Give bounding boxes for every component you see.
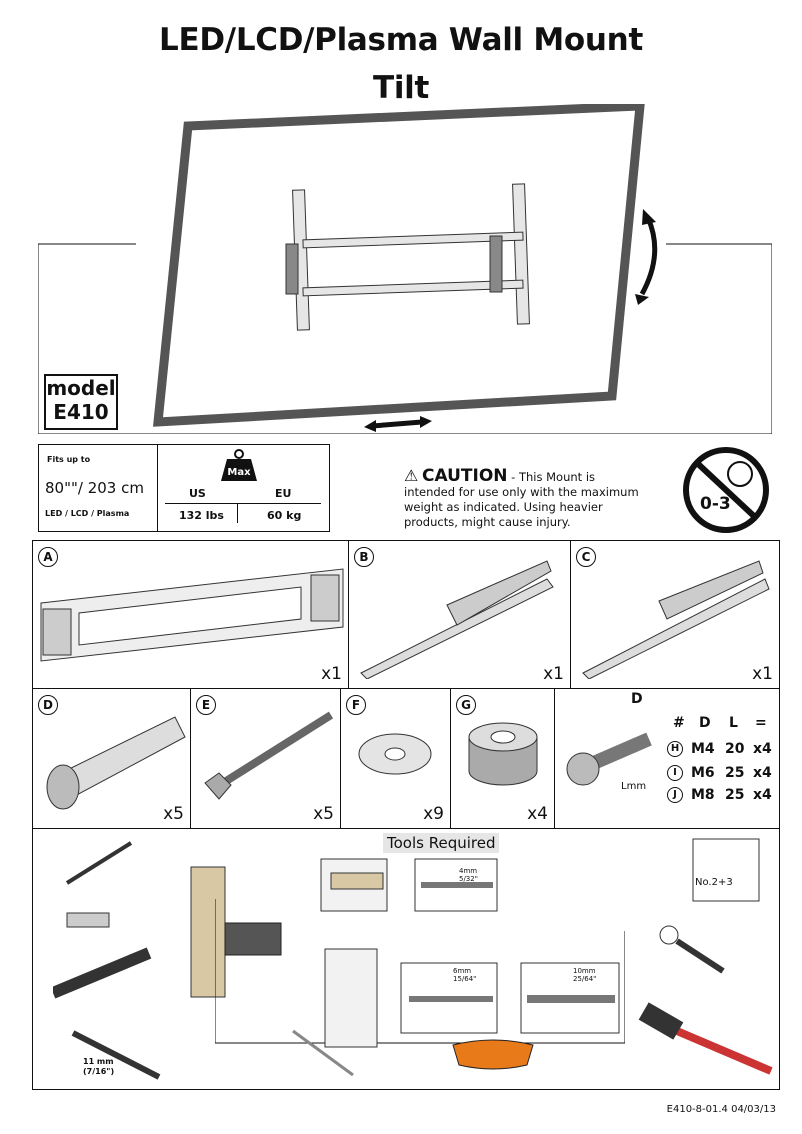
eu-value: 60 kg <box>267 509 302 522</box>
parts-grid <box>32 540 780 1090</box>
pencil-goggles-image <box>283 1025 643 1085</box>
hand-tools-image <box>53 837 233 1087</box>
bit-10mm-inch: 25/64" <box>573 975 597 983</box>
spacer-image <box>465 719 541 789</box>
part-a-badge: A <box>38 547 58 567</box>
page-title: LED/LCD/Plasma Wall Mount <box>159 22 643 58</box>
part-e-qty: x5 <box>313 804 334 824</box>
part-d <box>33 689 191 829</box>
row-h-d: M4 <box>691 741 715 757</box>
part-e-badge: E <box>196 695 216 715</box>
part-c <box>571 541 779 689</box>
row-j-l: 25 <box>725 787 745 803</box>
spec-box <box>38 444 330 532</box>
shift-arrow-icon <box>364 416 432 432</box>
bracket-c-image <box>579 545 771 679</box>
row-i-l: 25 <box>725 765 745 781</box>
part-g-badge: G <box>456 695 476 715</box>
row-j-d: M8 <box>691 787 715 803</box>
row-h-qty: x4 <box>753 741 772 757</box>
tilt-arrow-icon <box>642 218 655 294</box>
display-types: LED / LCD / Plasma <box>45 509 130 518</box>
row-i-d: M6 <box>691 765 715 781</box>
wall-anchor-image <box>39 703 189 813</box>
th-id: # <box>673 715 685 731</box>
screw-table-cell <box>555 689 779 829</box>
washer-image <box>355 729 435 779</box>
caution-title: CAUTION <box>422 466 508 486</box>
fits-label: Fits up to <box>47 455 91 464</box>
part-c-badge: C <box>576 547 596 567</box>
screwdriver-size: No.2+3 <box>695 877 733 888</box>
page-subtitle: Tilt <box>372 70 430 106</box>
model-number: E410 <box>53 400 109 424</box>
th-qty: = <box>755 715 767 731</box>
part-b-badge: B <box>354 547 374 567</box>
document-code: E410-8-01.4 04/03/13 <box>666 1104 776 1115</box>
part-d-badge: D <box>38 695 58 715</box>
part-a <box>33 541 349 689</box>
warning-icon: ⚠ <box>404 466 419 485</box>
part-d-qty: x5 <box>163 804 184 824</box>
bit-10mm-label: 10mm <box>573 967 596 975</box>
part-g <box>451 689 555 829</box>
max-label: Max <box>227 467 251 478</box>
screwdriver-hammer-image <box>637 835 773 1079</box>
part-a-qty: x1 <box>321 664 342 684</box>
no-children-icon <box>682 446 770 534</box>
caution-body: - This Mount is intended for use only with the maximum weight as indicated. Using heavier products, might cause injury. <box>404 470 639 529</box>
wrench-size: 11 mm <box>83 1057 114 1066</box>
bit-6mm-label: 6mm <box>453 967 472 975</box>
part-b-qty: x1 <box>543 664 564 684</box>
tools-section <box>33 829 779 1089</box>
part-f-qty: x9 <box>423 804 444 824</box>
row-i-badge: I <box>667 765 683 781</box>
part-f-badge: F <box>346 695 366 715</box>
row-h-l: 20 <box>725 741 745 757</box>
age-warning: 0-3 <box>700 494 731 514</box>
row-i-qty: x4 <box>753 765 772 781</box>
lag-screw-image <box>197 703 337 803</box>
bit-4mm-inch: 5/32" <box>459 875 478 883</box>
us-value: 132 lbs <box>179 509 224 522</box>
wrench-size-in: (7/16") <box>83 1067 115 1076</box>
wall-plate-image <box>39 557 345 673</box>
model-box <box>44 374 118 430</box>
bracket-b-image <box>357 545 557 679</box>
size-value: 80""/ 203 cm <box>45 479 144 497</box>
part-c-qty: x1 <box>752 664 773 684</box>
part-e <box>191 689 341 829</box>
part-g-qty: x4 <box>527 804 548 824</box>
row-h-badge: H <box>667 741 683 757</box>
part-b <box>349 541 571 689</box>
screw-diameter-label: D <box>631 691 643 707</box>
tools-title: Tools Required <box>383 833 499 853</box>
eu-label: EU <box>275 487 292 500</box>
us-label: US <box>189 487 206 500</box>
bit-4mm-label: 4mm <box>459 867 478 875</box>
row-j-badge: J <box>667 787 683 803</box>
hero-illustration <box>38 104 772 434</box>
th-l: L <box>729 715 738 731</box>
bit-6mm-inch: 15/64" <box>453 975 477 983</box>
model-label: model <box>46 376 116 400</box>
caution-text <box>404 468 644 530</box>
row-j-qty: x4 <box>753 787 772 803</box>
th-d: D <box>699 715 711 731</box>
screw-length-label: Lmm <box>621 781 647 792</box>
part-f <box>341 689 451 829</box>
